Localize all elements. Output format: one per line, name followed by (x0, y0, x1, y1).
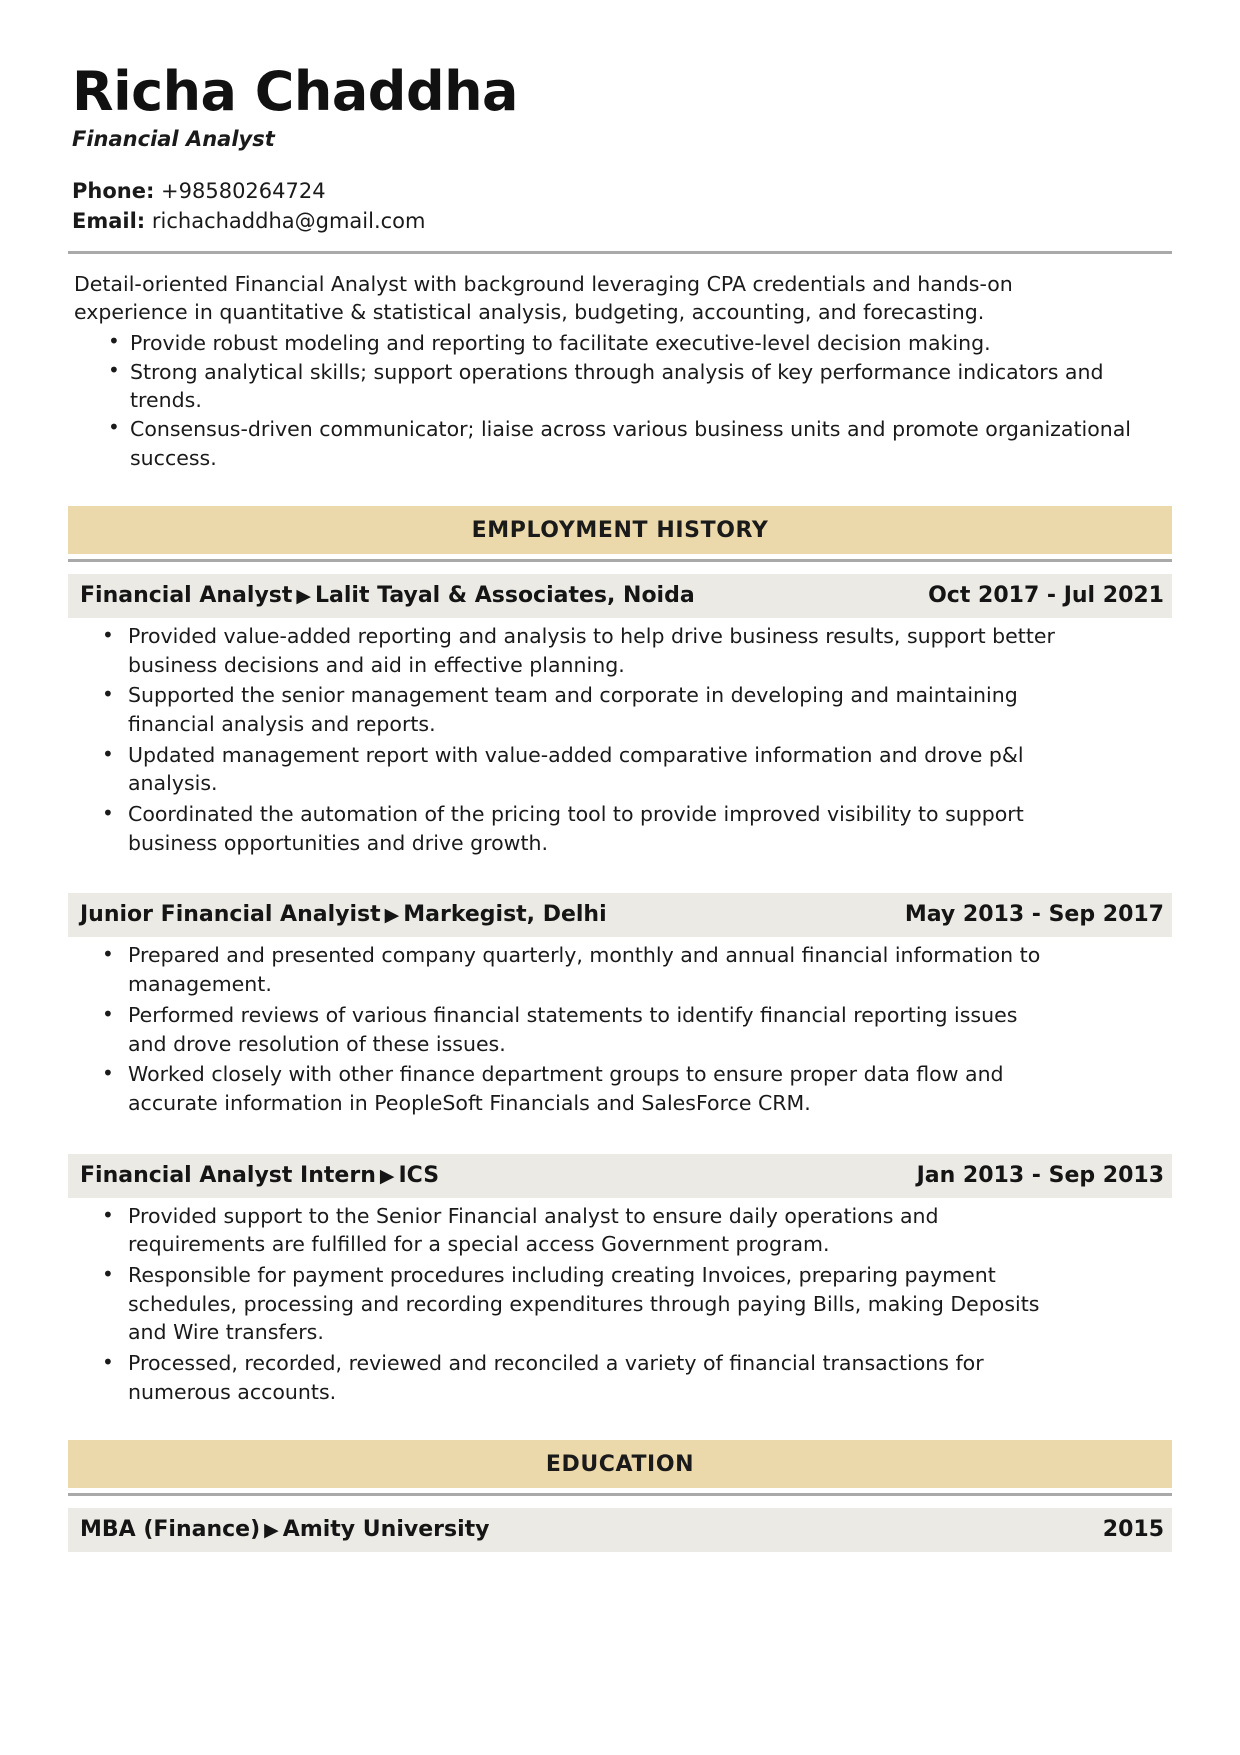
header-block (68, 62, 1172, 237)
section-header-education: EDUCATION (68, 1440, 1172, 1488)
education-entry (68, 1508, 1172, 1552)
education-divider (68, 1493, 1172, 1496)
entry-role: Financial Analyst Intern (80, 1162, 376, 1188)
entry-title-company (80, 1163, 439, 1188)
entry-dates: Jan 2013 - Sep 2013 (916, 1162, 1164, 1188)
triangle-right-icon: ▶ (379, 1164, 395, 1187)
list-item: • Worked closely with other finance department groups to ensure proper data flow and accurate information in PeopleSoft Financials and SalesForce CRM. (102, 1060, 1062, 1117)
list-item: • Prepared and presented company quarterly, monthly and annual financial information to management. (102, 941, 1062, 998)
spacer (68, 1120, 1172, 1142)
triangle-right-icon: ▶ (296, 584, 312, 607)
list-item: • Consensus-driven communicator; liaise across various business units and promote organizational success. (108, 415, 1172, 472)
list-item: • Provided value-added reporting and analysis to help drive business results, support better business decisions and aid in effective planning. (102, 622, 1062, 679)
contact-email (72, 207, 1172, 237)
employment-entry (68, 574, 1172, 858)
list-item: • Coordinated the automation of the pricing tool to provide improved visibility to support business opportunities and drive growth. (102, 800, 1062, 857)
email-label: Email: (72, 209, 146, 234)
phone-label: Phone: (72, 179, 155, 204)
entry-role: Financial Analyst (80, 582, 293, 608)
header-divider (68, 251, 1172, 254)
entry-dates: Oct 2017 - Jul 2021 (928, 582, 1164, 608)
spacer (68, 859, 1172, 881)
list-item: • Updated management report with value-added comparative information and drove p&l analysis. (102, 741, 1062, 798)
triangle-right-icon: ▶ (264, 1519, 279, 1542)
employment-entry (68, 1154, 1172, 1407)
entry-bullet-list (68, 622, 1172, 858)
list-item: • Responsible for payment procedures including creating Invoices, preparing payment schedules, processing and recording expenditures through paying Bills, making Deposits and Wire transfers. (102, 1261, 1062, 1347)
list-item: • Performed reviews of various financial statements to identify financial reporting issues and drove resolution of these issues. (102, 1001, 1062, 1058)
entry-title-company (80, 583, 695, 608)
entry-bullet-list (68, 941, 1172, 1117)
entry-degree: MBA (Finance) (80, 1517, 261, 1543)
entry-title-company (80, 902, 607, 927)
list-item: • Supported the senior management team and corporate in developing and maintaining financial analysis and reports. (102, 681, 1062, 738)
summary-block (68, 270, 1172, 472)
entry-company: Markegist, Delhi (403, 902, 607, 928)
entry-header-row (68, 574, 1172, 618)
entry-bullet-list (68, 1202, 1172, 1407)
entry-header-row (68, 1508, 1172, 1552)
entry-role: Junior Financial Analyist (80, 902, 381, 928)
entry-header-row (68, 893, 1172, 937)
employment-entry (68, 893, 1172, 1117)
entry-company: ICS (398, 1162, 440, 1188)
list-item: • Provide robust modeling and reporting to facilitate executive-level decision making. (108, 329, 1172, 357)
summary-paragraph: Detail-oriented Financial Analyst with background leveraging CPA credentials and hands-on experience in quantitative & statistical analysis, budgeting, accounting, and forecasting. (74, 272, 1013, 325)
phone-value: +98580264724 (154, 179, 326, 204)
entry-company: Lalit Tayal & Associates, Noida (315, 582, 695, 608)
email-value: richachaddha@gmail.com (145, 209, 426, 234)
page-title: Richa Chaddha (72, 60, 518, 123)
entry-year: 2015 (1102, 1517, 1164, 1543)
list-item: • Processed, recorded, reviewed and reconciled a variety of financial transactions for numerous accounts. (102, 1349, 1062, 1406)
entry-dates: May 2013 - Sep 2017 (904, 902, 1164, 928)
triangle-right-icon: ▶ (384, 904, 400, 927)
employment-divider (68, 559, 1172, 562)
summary-bullet-list (68, 329, 1172, 472)
contact-phone (72, 177, 1172, 207)
entry-degree-institution (80, 1517, 489, 1542)
headline-job-title: Financial Analyst (72, 127, 275, 152)
list-item: • Strong analytical skills; support operations through analysis of key performance indicators and trends. (108, 358, 1172, 415)
entry-institution: Amity University (282, 1517, 490, 1543)
entry-header-row (68, 1154, 1172, 1198)
list-item: • Provided support to the Senior Financial analyst to ensure daily operations and requirements are fulfilled for a special access Government program. (102, 1202, 1062, 1259)
section-header-employment: EMPLOYMENT HISTORY (68, 506, 1172, 554)
